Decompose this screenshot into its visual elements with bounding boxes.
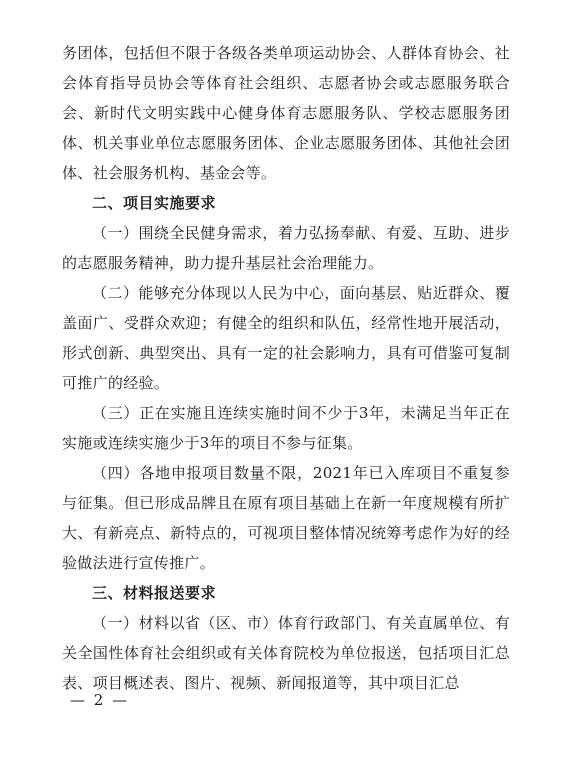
paragraph-continuation: 务团体，包括但不限于各级各类单项运动协会、人群体育协会、社会体育指导员协会等体育社会组织、志愿者协会或志愿服务联合会、新时代文明实践中心健身体育志愿服务队、学校志愿服务团体、机关事业单位志愿服务团体、企业志愿服务团体、其他社会团体、社会服务机构、基金会等。 — [62, 44, 510, 182]
document-body — [62, 38, 510, 698]
paragraph-requirement-2: （二）能够充分体现以人民为中心，面向基层、贴近群众、覆盖面广、受群众欢迎；有健全的组织和队伍，经常性地开展活动，形式创新、典型突出、具有一定的社会影响力，具有可借鉴可复制可推广的经验。 — [62, 284, 510, 392]
paragraph-requirement-3: （三）正在实施且连续实施时间不少于3年，未满足当年正在实施或连续实施少于3年的项目不参与征集。 — [62, 404, 510, 452]
section-heading-submission-requirements: 三、材料报送要求 — [92, 584, 217, 602]
page-number: — 2 — — [70, 691, 130, 709]
paragraph-requirement-1: （一）围绕全民健身需求，着力弘扬奉献、有爱、互助、进步的志愿服务精神，助力提升基层社会治理能力。 — [62, 224, 510, 272]
paragraph-requirement-4: （四）各地申报项目数量不限，2021年已入库项目不重复参与征集。但已形成品牌且在原有项目基础上在新一年度规模有所扩大、有新亮点、新特点的，可视项目整体情况统筹考虑作为好的经验做法进行宣传推广。 — [62, 464, 510, 572]
section-heading-project-requirements: 二、项目实施要求 — [92, 194, 217, 212]
paragraph-submission-1: （一）材料以省（区、市）体育行政部门、有关直属单位、有关全国性体育社会组织或有关体育院校为单位报送，包括项目汇总表、项目概述表、图片、视频、新闻报道等，其中项目汇总 — [62, 614, 510, 692]
